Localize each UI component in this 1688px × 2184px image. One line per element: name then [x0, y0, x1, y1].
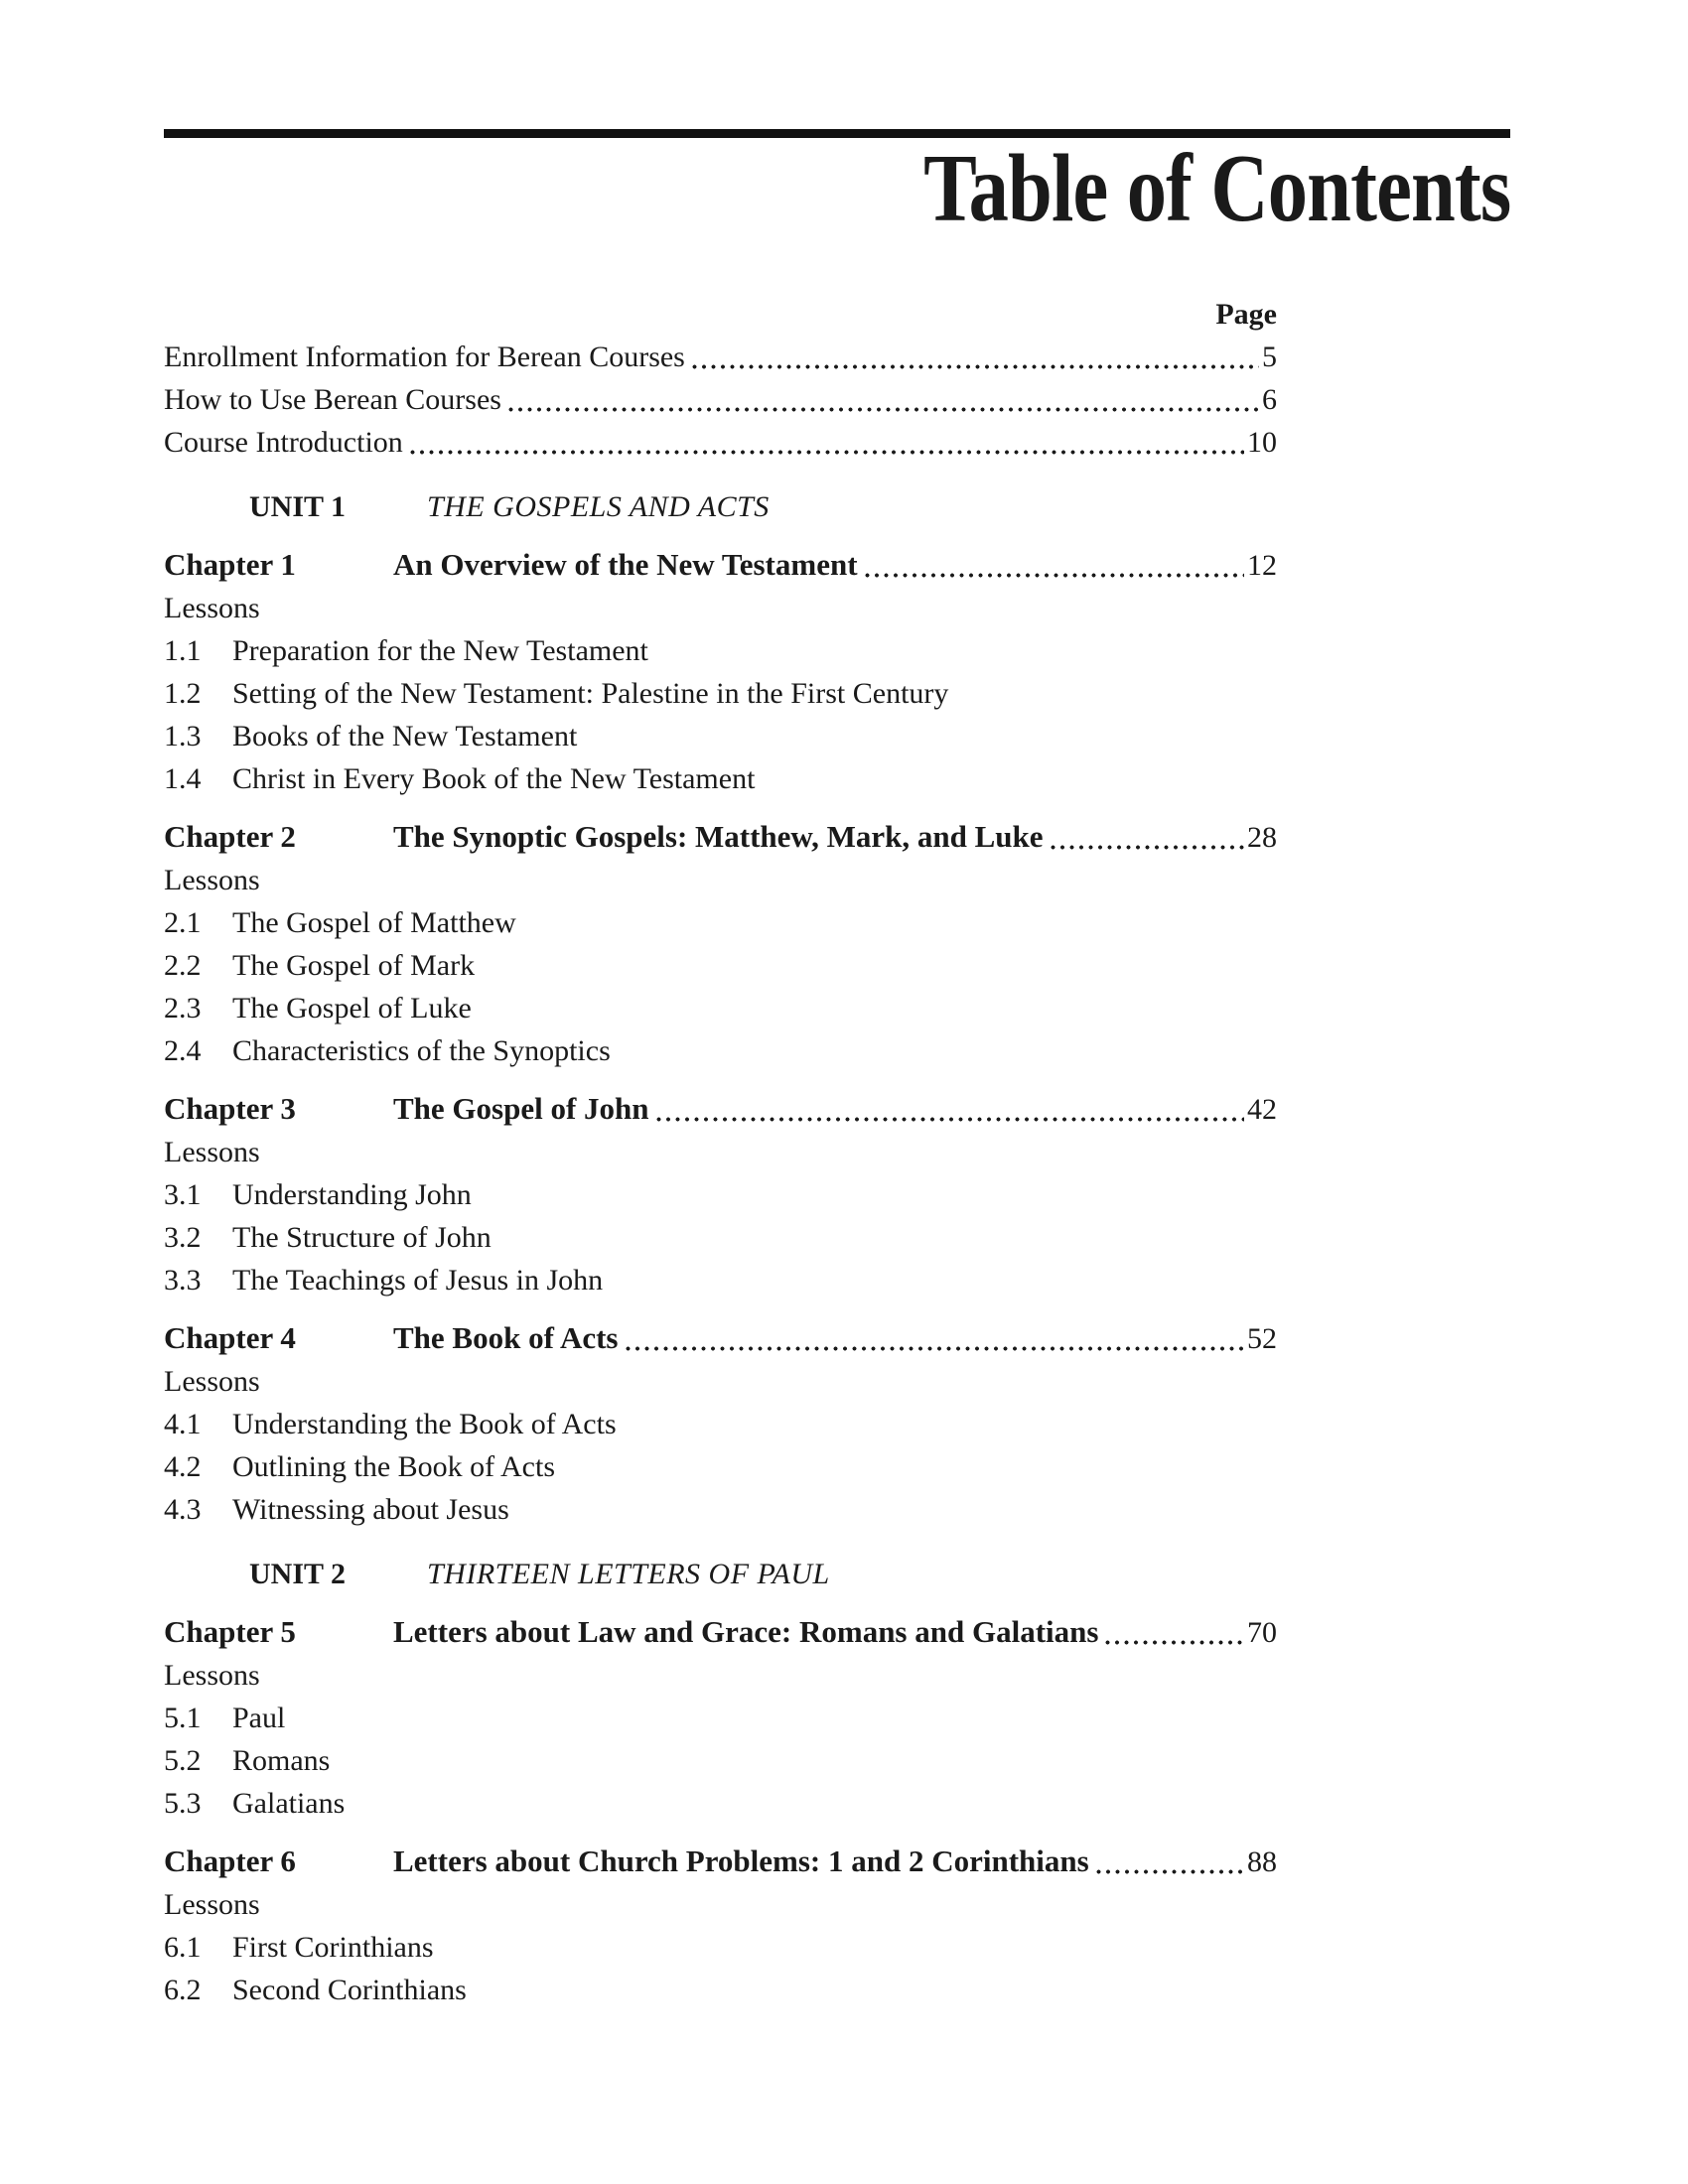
- chapter-heading: [164, 1087, 1277, 1131]
- chapter-heading: [164, 1610, 1277, 1654]
- toc-entry: [164, 378, 1277, 421]
- chapter-title: The Gospel of John: [393, 1091, 649, 1126]
- chapter-title: The Synoptic Gospels: Matthew, Mark, and Luke: [393, 819, 1044, 854]
- toc-entry-label: Enrollment Information for Berean Courses: [164, 341, 685, 373]
- chapter-label: Chapter 5: [164, 1614, 296, 1649]
- lesson-row: [164, 1926, 1277, 1969]
- dot-leader: [692, 364, 1259, 369]
- unit-title: THE GOSPELS AND ACTS: [427, 490, 770, 523]
- unit-label: UNIT 1: [249, 490, 346, 523]
- lesson-number: 1.2: [164, 677, 202, 710]
- chapter-heading: [164, 815, 1277, 859]
- lesson-title: Christ in Every Book of the New Testament: [232, 762, 756, 795]
- lesson-title: Understanding John: [232, 1178, 472, 1211]
- chapter-heading: [164, 1316, 1277, 1360]
- lesson-row: [164, 1216, 1277, 1259]
- lesson-row: [164, 1739, 1277, 1782]
- lesson-number: 1.3: [164, 720, 202, 752]
- dot-leader: [410, 450, 1244, 455]
- chapter-label: Chapter 4: [164, 1320, 296, 1355]
- toc-entry-page: 5: [1262, 341, 1277, 373]
- lesson-number: 5.2: [164, 1744, 202, 1777]
- lesson-row: [164, 1029, 1277, 1072]
- lesson-title: The Structure of John: [232, 1221, 492, 1254]
- chapter-page: 12: [1247, 549, 1277, 582]
- lessons-label: Lessons: [164, 1365, 260, 1398]
- chapter-heading: [164, 543, 1277, 587]
- chapter-title: The Book of Acts: [393, 1320, 619, 1355]
- lesson-number: 6.1: [164, 1931, 202, 1964]
- lesson-row: [164, 1173, 1277, 1216]
- lessons-label: Lessons: [164, 1888, 260, 1921]
- lesson-title: Characteristics of the Synoptics: [232, 1034, 611, 1067]
- lesson-title: First Corinthians: [232, 1931, 434, 1964]
- front-matter-list: [164, 336, 1277, 464]
- dot-leader: [508, 407, 1259, 412]
- chapter-label: Chapter 2: [164, 819, 296, 854]
- lesson-row: [164, 672, 1277, 715]
- lesson-number: 5.1: [164, 1702, 202, 1734]
- lesson-title: Witnessing about Jesus: [232, 1493, 509, 1526]
- chapter-label: Chapter 6: [164, 1843, 296, 1878]
- lesson-number: 1.1: [164, 634, 202, 667]
- lesson-number: 4.3: [164, 1493, 202, 1526]
- lesson-title: The Gospel of Luke: [232, 992, 472, 1024]
- unit-label: UNIT 2: [249, 1558, 346, 1590]
- lesson-title: Preparation for the New Testament: [232, 634, 648, 667]
- unit-heading: [164, 1553, 1277, 1595]
- lesson-number: 4.2: [164, 1450, 202, 1483]
- lesson-title: Outlining the Book of Acts: [232, 1450, 555, 1483]
- lesson-row: [164, 1488, 1277, 1531]
- dot-leader: [656, 1117, 1244, 1122]
- lesson-number: 4.1: [164, 1408, 202, 1440]
- lesson-title: Second Corinthians: [232, 1974, 467, 2006]
- chapter-page: 42: [1247, 1093, 1277, 1126]
- toc-body: [164, 293, 1277, 2011]
- dot-leader: [1096, 1869, 1244, 1874]
- lesson-title: Books of the New Testament: [232, 720, 578, 752]
- lesson-number: 2.1: [164, 906, 202, 939]
- lessons-label: Lessons: [164, 864, 260, 896]
- lesson-row: [164, 715, 1277, 757]
- lesson-number: 2.3: [164, 992, 202, 1024]
- lesson-row: [164, 944, 1277, 987]
- toc-entry-label: Course Introduction: [164, 426, 403, 459]
- lesson-row: [164, 629, 1277, 672]
- page-column-label: Page: [1215, 298, 1277, 331]
- lesson-title: The Gospel of Matthew: [232, 906, 516, 939]
- units-list: [164, 485, 1277, 2011]
- dot-leader: [626, 1346, 1245, 1351]
- chapter-title: An Overview of the New Testament: [393, 547, 858, 582]
- dot-leader: [865, 573, 1244, 578]
- page-title: Table of Contents: [922, 135, 1510, 241]
- toc-entry-label: How to Use Berean Courses: [164, 383, 501, 416]
- chapter-page: 28: [1247, 821, 1277, 854]
- chapter-title: Letters about Law and Grace: Romans and Galatians: [393, 1614, 1099, 1649]
- lesson-row: [164, 1782, 1277, 1825]
- unit-heading: [164, 485, 1277, 528]
- lesson-row: [164, 757, 1277, 800]
- lesson-number: 1.4: [164, 762, 202, 795]
- unit-title: THIRTEEN LETTERS OF PAUL: [427, 1558, 830, 1590]
- lessons-label: Lessons: [164, 592, 260, 624]
- lesson-row: [164, 901, 1277, 944]
- dot-leader: [1051, 845, 1244, 850]
- chapter-label: Chapter 1: [164, 547, 296, 582]
- toc-entry: [164, 421, 1277, 464]
- lesson-number: 5.3: [164, 1787, 202, 1820]
- lesson-title: Setting of the New Testament: Palestine in the First Century: [232, 677, 949, 710]
- toc-entry: [164, 336, 1277, 378]
- lesson-title: Understanding the Book of Acts: [232, 1408, 617, 1440]
- lesson-title: The Gospel of Mark: [232, 949, 476, 982]
- toc-entry-page: 10: [1247, 426, 1277, 459]
- chapter-title: Letters about Church Problems: 1 and 2 Corinthians: [393, 1843, 1089, 1878]
- lesson-number: 6.2: [164, 1974, 202, 2006]
- chapter-page: 70: [1247, 1616, 1277, 1649]
- lessons-label: Lessons: [164, 1136, 260, 1168]
- lesson-number: 3.3: [164, 1264, 202, 1297]
- lessons-label: Lessons: [164, 1659, 260, 1692]
- lesson-row: [164, 1697, 1277, 1739]
- lesson-number: 2.2: [164, 949, 202, 982]
- lesson-row: [164, 1403, 1277, 1445]
- lesson-row: [164, 987, 1277, 1029]
- lesson-title: Romans: [232, 1744, 331, 1777]
- chapter-page: 88: [1247, 1845, 1277, 1878]
- lesson-title: The Teachings of Jesus in John: [232, 1264, 604, 1297]
- chapter-label: Chapter 3: [164, 1091, 296, 1126]
- lesson-row: [164, 1445, 1277, 1488]
- lesson-number: 3.2: [164, 1221, 202, 1254]
- chapter-heading: [164, 1840, 1277, 1883]
- dot-leader: [1105, 1640, 1244, 1645]
- lesson-title: Galatians: [232, 1787, 346, 1820]
- toc-entry-page: 6: [1262, 383, 1277, 416]
- lesson-title: Paul: [232, 1702, 286, 1734]
- chapter-page: 52: [1247, 1322, 1277, 1355]
- lesson-number: 3.1: [164, 1178, 202, 1211]
- lesson-row: [164, 1969, 1277, 2011]
- lesson-row: [164, 1259, 1277, 1301]
- lesson-number: 2.4: [164, 1034, 202, 1067]
